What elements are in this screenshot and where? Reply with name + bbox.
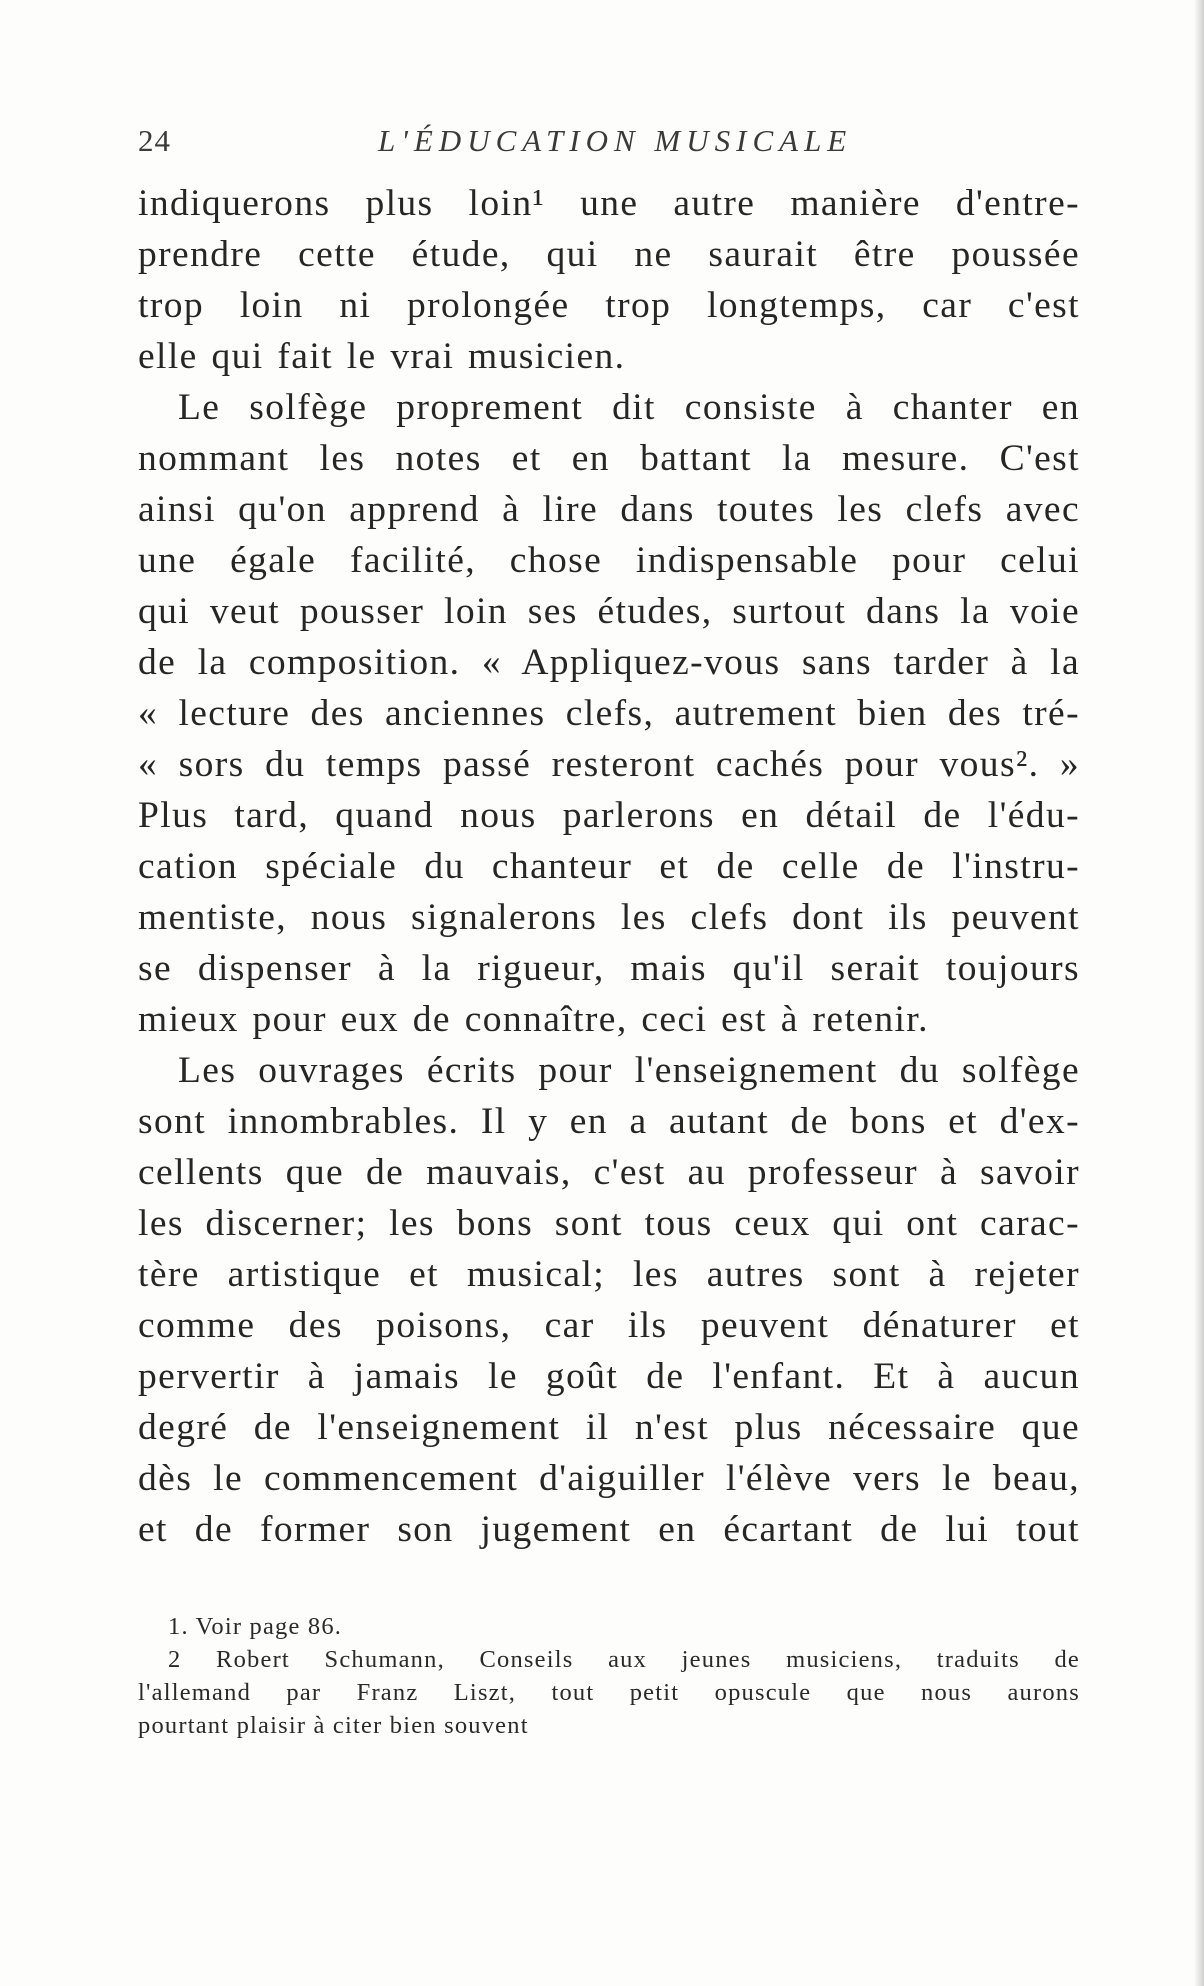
text-line: tère artistique et musical; les autres sont à rejeter: [138, 1254, 1080, 1295]
text-line: nommant les notes et en battant la mesure. C'est: [138, 438, 1080, 479]
text-line: Le solfège proprement dit consiste à chanter en: [178, 387, 1080, 428]
footnote-line: 1. Voir page 86.: [168, 1613, 343, 1640]
text-line: « lecture des anciennes clefs, autrement bien des tré-: [138, 693, 1080, 734]
page-number: 24: [138, 123, 171, 158]
text-line: Les ouvrages écrits pour l'enseignement du solfège: [178, 1050, 1080, 1091]
text-line: se dispenser à la rigueur, mais qu'il serait toujours: [138, 948, 1080, 989]
text-line: cation spéciale du chanteur et de celle de l'instru-: [138, 846, 1080, 887]
text-line: les discerner; les bons sont tous ceux qui ont carac-: [138, 1203, 1080, 1244]
text-line: une égale facilité, chose indispensable pour celui: [138, 540, 1080, 581]
text-line: elle qui fait le vrai musicien.: [138, 336, 626, 377]
text-line: « sors du temps passé resteront cachés pour vous². »: [138, 744, 1080, 785]
body-text: [138, 178, 1080, 1555]
text-line: sont innombrables. Il y en a autant de bons et d'ex-: [138, 1101, 1080, 1142]
footnote-line: l'allemand par Franz Liszt, tout petit opuscule que nous aurons: [138, 1679, 1080, 1706]
footnote-line: 2 Robert Schumann, Conseils aux jeunes musiciens, traduits de: [168, 1646, 1080, 1673]
text-line: comme des poisons, car ils peuvent dénaturer et: [138, 1305, 1080, 1346]
running-title: L'ÉDUCATION MUSICALE: [378, 123, 853, 158]
text-line: prendre cette étude, qui ne saurait être poussée: [138, 234, 1080, 275]
footnote-line: pourtant plaisir à citer bien souvent: [138, 1712, 529, 1739]
text-line: ainsi qu'on apprend à lire dans toutes les clefs avec: [138, 489, 1080, 530]
text-line: cellents que de mauvais, c'est au professeur à savoir: [138, 1152, 1080, 1193]
running-header: [138, 123, 1078, 163]
text-line: Plus tard, quand nous parlerons en détail de l'édu-: [138, 795, 1080, 836]
page-edge-shadow: [1194, 0, 1204, 1986]
text-line: dès le commencement d'aiguiller l'élève vers le beau,: [138, 1458, 1080, 1499]
text-line: trop loin ni prolongée trop longtemps, car c'est: [138, 285, 1080, 326]
text-line: degré de l'enseignement il n'est plus nécessaire que: [138, 1407, 1080, 1448]
text-line: et de former son jugement en écartant de lui tout: [138, 1509, 1080, 1550]
text-line: pervertir à jamais le goût de l'enfant. Et à aucun: [138, 1356, 1080, 1397]
text-line: de la composition. « Appliquez-vous sans tarder à la: [138, 642, 1080, 683]
footnotes: [138, 1610, 1080, 1742]
text-line: indiquerons plus loin¹ une autre manière d'entre-: [138, 183, 1080, 224]
text-line: mentiste, nous signalerons les clefs dont ils peuvent: [138, 897, 1080, 938]
text-line: mieux pour eux de connaître, ceci est à retenir.: [138, 999, 929, 1040]
text-line: qui veut pousser loin ses études, surtout dans la voie: [138, 591, 1080, 632]
